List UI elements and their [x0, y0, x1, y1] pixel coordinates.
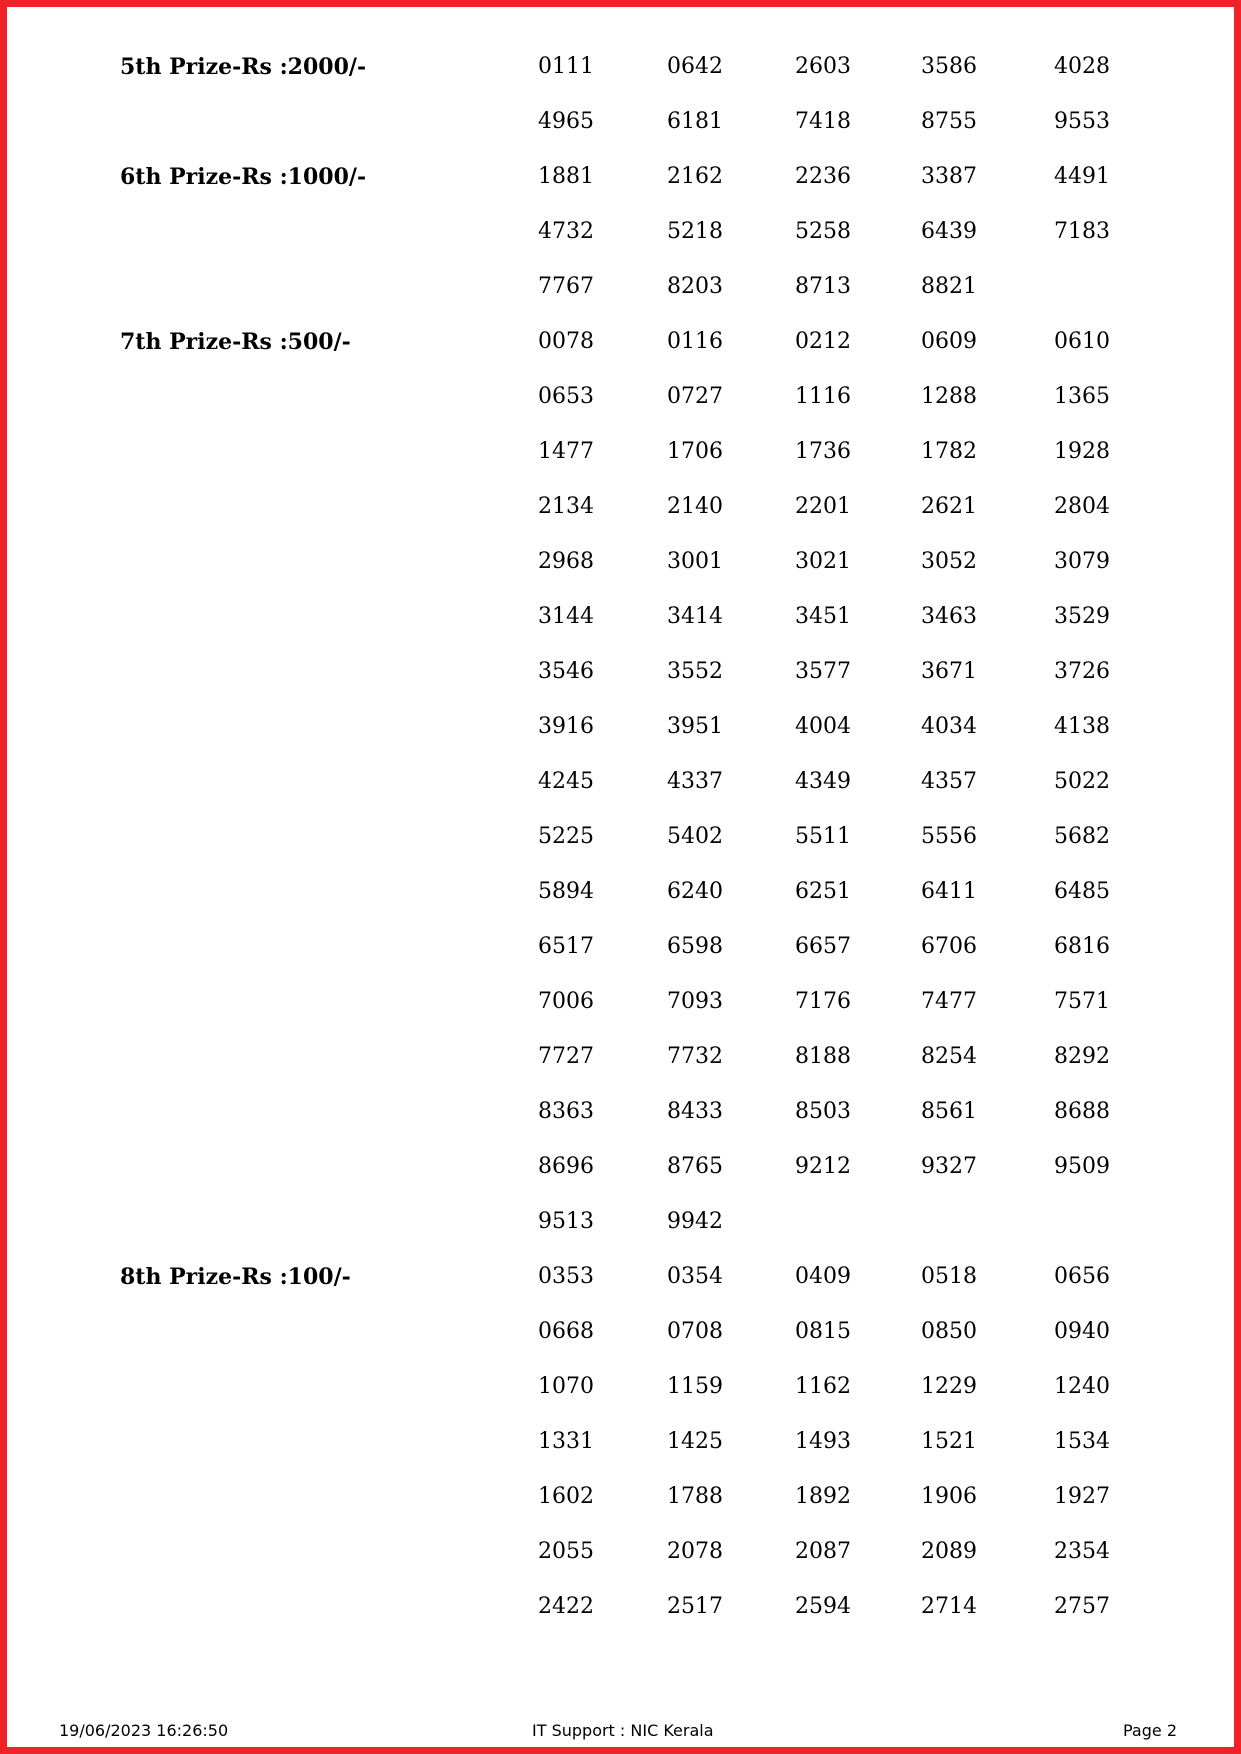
winning-number: 7727: [538, 1044, 594, 1069]
winning-number: 0353: [538, 1264, 594, 1289]
prize-row: [120, 977, 1180, 1032]
winning-number: 2603: [795, 54, 851, 79]
winning-number: 1892: [795, 1484, 851, 1509]
prize-row: [120, 1032, 1180, 1087]
winning-number: 1881: [538, 164, 594, 189]
winning-number: 6657: [795, 934, 851, 959]
winning-number: 4337: [667, 769, 723, 794]
prize-label: 5th Prize-Rs :2000/-: [120, 54, 367, 80]
winning-number: 9553: [1054, 109, 1110, 134]
winning-number: 1782: [921, 439, 977, 464]
winning-number: 2140: [667, 494, 723, 519]
winning-number: 2089: [921, 1539, 977, 1564]
winning-number: 6251: [795, 879, 851, 904]
winning-number: 2134: [538, 494, 594, 519]
winning-number: 1070: [538, 1374, 594, 1399]
prize-row: [120, 1472, 1180, 1527]
footer-support: IT Support : NIC Kerala: [532, 1721, 714, 1740]
winning-number: 0354: [667, 1264, 723, 1289]
winning-number: 5258: [795, 219, 851, 244]
winning-number: 8363: [538, 1099, 594, 1124]
winning-number: 2055: [538, 1539, 594, 1564]
winning-number: 1736: [795, 439, 851, 464]
winning-number: 3577: [795, 659, 851, 684]
winning-number: 0653: [538, 384, 594, 409]
prize-row: [120, 42, 1180, 97]
prize-row: [120, 1142, 1180, 1197]
prize-row: [120, 152, 1180, 207]
footer-timestamp: 19/06/2023 16:26:50: [59, 1721, 229, 1740]
prize-row: [120, 1362, 1180, 1417]
winning-number: 8203: [667, 274, 723, 299]
winning-number: 4357: [921, 769, 977, 794]
winning-number: 1162: [795, 1374, 851, 1399]
winning-number: 1116: [795, 384, 851, 409]
winning-number: 6816: [1054, 934, 1110, 959]
winning-number: 1288: [921, 384, 977, 409]
winning-number: 4732: [538, 219, 594, 244]
winning-number: 6517: [538, 934, 594, 959]
winning-number: 1927: [1054, 1484, 1110, 1509]
winning-number: 2201: [795, 494, 851, 519]
winning-number: 0668: [538, 1319, 594, 1344]
winning-number: 0708: [667, 1319, 723, 1344]
winning-number: 8254: [921, 1044, 977, 1069]
winning-number: 1706: [667, 439, 723, 464]
winning-number: 0212: [795, 329, 851, 354]
winning-number: 1477: [538, 439, 594, 464]
prize-results: [120, 42, 1180, 1637]
winning-number: 6439: [921, 219, 977, 244]
winning-number: 0518: [921, 1264, 977, 1289]
winning-number: 8713: [795, 274, 851, 299]
winning-number: 1365: [1054, 384, 1110, 409]
winning-number: 1425: [667, 1429, 723, 1454]
winning-number: 2621: [921, 494, 977, 519]
winning-number: 3586: [921, 54, 977, 79]
prize-row: [120, 1582, 1180, 1637]
winning-number: 0642: [667, 54, 723, 79]
prize-row: [120, 372, 1180, 427]
winning-number: 3387: [921, 164, 977, 189]
winning-number: 3001: [667, 549, 723, 574]
prize-row: [120, 1417, 1180, 1472]
prize-row: [120, 1527, 1180, 1582]
winning-number: 2968: [538, 549, 594, 574]
winning-number: 2236: [795, 164, 851, 189]
winning-number: 1240: [1054, 1374, 1110, 1399]
winning-number: 5682: [1054, 824, 1110, 849]
winning-number: 8561: [921, 1099, 977, 1124]
prize-row: [120, 592, 1180, 647]
winning-number: 2422: [538, 1594, 594, 1619]
winning-number: 1906: [921, 1484, 977, 1509]
prize-row: [120, 757, 1180, 812]
winning-number: 8755: [921, 109, 977, 134]
winning-number: 0111: [538, 54, 594, 79]
winning-number: 3546: [538, 659, 594, 684]
winning-number: 3451: [795, 604, 851, 629]
winning-number: 1331: [538, 1429, 594, 1454]
prize-row: [120, 1307, 1180, 1362]
winning-number: 7183: [1054, 219, 1110, 244]
winning-number: 1928: [1054, 439, 1110, 464]
winning-number: 9212: [795, 1154, 851, 1179]
prize-row: [120, 1087, 1180, 1142]
winning-number: 2714: [921, 1594, 977, 1619]
prize-row: [120, 262, 1180, 317]
prize-row: [120, 812, 1180, 867]
winning-number: 1229: [921, 1374, 977, 1399]
winning-number: 8696: [538, 1154, 594, 1179]
winning-number: 5218: [667, 219, 723, 244]
winning-number: 0850: [921, 1319, 977, 1344]
prize-row: [120, 647, 1180, 702]
footer-page-number: Page 2: [1123, 1721, 1177, 1740]
winning-number: 5511: [795, 824, 851, 849]
winning-number: 6485: [1054, 879, 1110, 904]
winning-number: 4965: [538, 109, 594, 134]
winning-number: 1534: [1054, 1429, 1110, 1454]
winning-number: 7767: [538, 274, 594, 299]
winning-number: 6598: [667, 934, 723, 959]
winning-number: 6411: [921, 879, 977, 904]
winning-number: 3463: [921, 604, 977, 629]
winning-number: 3414: [667, 604, 723, 629]
winning-number: 3144: [538, 604, 594, 629]
prize-label: 6th Prize-Rs :1000/-: [120, 164, 367, 190]
prize-row: [120, 207, 1180, 262]
winning-number: 8292: [1054, 1044, 1110, 1069]
winning-number: 1521: [921, 1429, 977, 1454]
winning-number: 2804: [1054, 494, 1110, 519]
winning-number: 6240: [667, 879, 723, 904]
prize-row: [120, 537, 1180, 592]
prize-label: 8th Prize-Rs :100/-: [120, 1264, 351, 1290]
winning-number: 3552: [667, 659, 723, 684]
winning-number: 8821: [921, 274, 977, 299]
prize-row: [120, 317, 1180, 372]
winning-number: 8765: [667, 1154, 723, 1179]
prize-row: [120, 1252, 1180, 1307]
winning-number: 3529: [1054, 604, 1110, 629]
prize-row: [120, 427, 1180, 482]
winning-number: 7732: [667, 1044, 723, 1069]
prize-row: [120, 922, 1180, 977]
winning-number: 4004: [795, 714, 851, 739]
winning-number: 2078: [667, 1539, 723, 1564]
winning-number: 1602: [538, 1484, 594, 1509]
winning-number: 4349: [795, 769, 851, 794]
winning-number: 2354: [1054, 1539, 1110, 1564]
winning-number: 5556: [921, 824, 977, 849]
winning-number: 0610: [1054, 329, 1110, 354]
prize-label: 7th Prize-Rs :500/-: [120, 329, 351, 355]
winning-number: 3726: [1054, 659, 1110, 684]
winning-number: 7093: [667, 989, 723, 1014]
winning-number: 9513: [538, 1209, 594, 1234]
winning-number: 6706: [921, 934, 977, 959]
prize-row: [120, 702, 1180, 757]
winning-number: 4034: [921, 714, 977, 739]
winning-number: 7477: [921, 989, 977, 1014]
winning-number: 1159: [667, 1374, 723, 1399]
winning-number: 3951: [667, 714, 723, 739]
prize-row: [120, 867, 1180, 922]
prize-row: [120, 1197, 1180, 1252]
winning-number: 0116: [667, 329, 723, 354]
winning-number: 0940: [1054, 1319, 1110, 1344]
winning-number: 3021: [795, 549, 851, 574]
winning-number: 8688: [1054, 1099, 1110, 1124]
winning-number: 8503: [795, 1099, 851, 1124]
winning-number: 1788: [667, 1484, 723, 1509]
winning-number: 8433: [667, 1099, 723, 1124]
prize-row: [120, 97, 1180, 152]
winning-number: 2087: [795, 1539, 851, 1564]
winning-number: 0656: [1054, 1264, 1110, 1289]
winning-number: 5022: [1054, 769, 1110, 794]
winning-number: 0815: [795, 1319, 851, 1344]
winning-number: 4028: [1054, 54, 1110, 79]
winning-number: 7571: [1054, 989, 1110, 1014]
winning-number: 4138: [1054, 714, 1110, 739]
winning-number: 0609: [921, 329, 977, 354]
winning-number: 0078: [538, 329, 594, 354]
winning-number: 7176: [795, 989, 851, 1014]
winning-number: 8188: [795, 1044, 851, 1069]
winning-number: 7006: [538, 989, 594, 1014]
winning-number: 2594: [795, 1594, 851, 1619]
winning-number: 3916: [538, 714, 594, 739]
winning-number: 3671: [921, 659, 977, 684]
winning-number: 2517: [667, 1594, 723, 1619]
winning-number: 5894: [538, 879, 594, 904]
winning-number: 9942: [667, 1209, 723, 1234]
winning-number: 1493: [795, 1429, 851, 1454]
winning-number: 0409: [795, 1264, 851, 1289]
winning-number: 0727: [667, 384, 723, 409]
winning-number: 6181: [667, 109, 723, 134]
winning-number: 4245: [538, 769, 594, 794]
winning-number: 5402: [667, 824, 723, 849]
winning-number: 3052: [921, 549, 977, 574]
winning-number: 9509: [1054, 1154, 1110, 1179]
prize-row: [120, 482, 1180, 537]
winning-number: 4491: [1054, 164, 1110, 189]
winning-number: 7418: [795, 109, 851, 134]
winning-number: 2757: [1054, 1594, 1110, 1619]
winning-number: 5225: [538, 824, 594, 849]
winning-number: 2162: [667, 164, 723, 189]
winning-number: 9327: [921, 1154, 977, 1179]
winning-number: 3079: [1054, 549, 1110, 574]
